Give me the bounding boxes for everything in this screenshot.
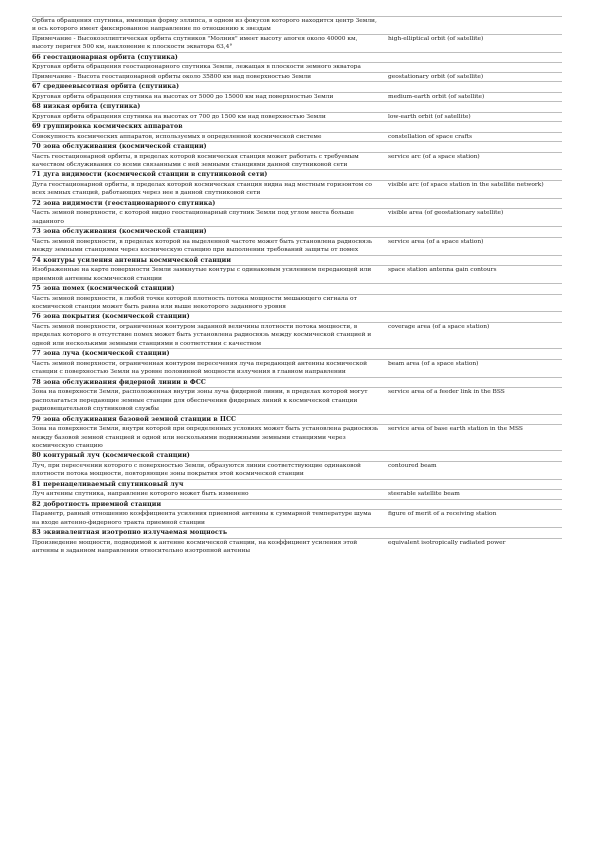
term-heading: 71 дуга видимости (космической станции в спутниковой сети): [32, 169, 562, 180]
definition-text: Часть геостационарной орбиты, в пределах которой космическая станция может работать с требуемым качеством обслуживания со всеми связанными с ней земными станциями данной спутниковой сети: [32, 153, 359, 169]
term-heading: 72 зона видимости (геостационарного спутника): [32, 198, 562, 209]
definition-row: [32, 265, 562, 283]
english-term: contoured beam: [388, 462, 437, 469]
english-term: [388, 63, 562, 71]
definition-row: [32, 132, 562, 141]
definition-row: [32, 72, 562, 81]
english-term: service area of base earth station in the MSS: [388, 426, 523, 433]
definition-text: Параметр, равный отношению коэффициента усиления приемной антенны к суммарной температуре шума на входе антенно-фидерного тракта приемной станции: [32, 511, 372, 526]
english-term: equivalent isotropically radiated power: [388, 539, 506, 546]
term-heading: 68 низкая орбита (спутника): [32, 101, 562, 112]
definition-row: [32, 208, 562, 226]
definition-text: Произведение мощности, подводимой к антенне космической станции, на коэффициент усиления этой антенны в заданном направлении относительно изотропной антенны: [32, 539, 358, 555]
definition-text: Круговая орбита обращения спутника на высотах от 5000 до 15000 км над поверхностью Земли: [32, 93, 334, 100]
definition-text: Зона на поверхности Земли, внутри которой при определенных условиях может быть установлена радиосвязь между базовой земной станцией и одной или несколькими подвижными земными станциями через космическую станцию: [32, 426, 379, 449]
definition-row: [32, 237, 562, 255]
definition-text: Совокупность космических аппаратов, используемых в определенной космической системе: [32, 133, 322, 140]
definition-row: [32, 294, 562, 312]
definition-row: [32, 180, 562, 198]
english-term: geostationary orbit (of satellite): [388, 73, 484, 80]
definition-row: [32, 387, 562, 413]
definition-text: Часть земной поверхности, ограниченная контуром заданной величины плотности потока мощности, в пределах которого в отсутствие помех может быть установлена радиосвязь между космической станцией и одной или несколькими земными станциями в соответствии с качеством: [32, 324, 372, 347]
term-heading: 82 добротность приемной станции: [32, 499, 562, 510]
definition-row: [32, 461, 562, 479]
definition-text: Часть земной поверхности, ограниченная контуром пересечения луча передающей антенны космической станции с поверхностью Земли на уровне половинной мощности излучения в главном направлении: [32, 360, 368, 376]
english-term: coverage area (of a space station): [388, 324, 490, 331]
term-heading: 74 контуры усиления антенны космической станции: [32, 255, 562, 266]
term-heading: 73 зона обслуживания (космической станции): [32, 226, 562, 237]
term-heading: 81 перенацеливаемый спутниковый луч: [32, 479, 562, 490]
english-term: space station antenna gain contours: [388, 267, 497, 274]
term-heading: 83 эквивалентная изотропно излучаемая мощность: [32, 527, 562, 538]
glossary-document: [32, 16, 562, 556]
term-heading: 77 зона луча (космической станции): [32, 348, 562, 359]
term-heading: 66 геостационарная орбита (спутника): [32, 52, 562, 63]
definition-text: Часть земной поверхности, в любой точке которой плотность потока мощности мешающего сигнала от космической станции может быть равна или выше некоторого заданного уровня: [32, 295, 357, 311]
definition-row: [32, 152, 562, 170]
definition-text: Часть земной поверхности, в пределах которой на выделенной частоте может быть установлена радиосвязь между земными станциями через космическую станцию при выполнении требований защиты от помех: [32, 238, 373, 254]
english-term: medium-earth orbit (of satellite): [388, 93, 485, 100]
definition-text: Орбита обращения спутника, имеющая форму эллипса, в одном из фокусов которого находится центр Земли, и ось которого имеет фиксированное направление по отношению к звездам: [32, 18, 377, 33]
definition-row: [32, 92, 562, 101]
definition-row: [32, 322, 562, 348]
english-term: constellation of space crafts: [388, 133, 473, 140]
term-heading: 80 контурный луч (космической станции): [32, 450, 562, 461]
english-term: beam area (of a space station): [388, 360, 479, 367]
english-term: low-earth orbit (of satellite): [388, 113, 471, 120]
definition-row: [32, 489, 562, 498]
definition-row: [32, 359, 562, 377]
definition-text: Изображенные на карте поверхности Земли замкнутые контуры с одинаковым усилением передающей или приемной антенны космической станции: [32, 267, 372, 282]
term-heading: 69 группировка космических аппаратов: [32, 121, 562, 132]
definition-text: Круговая орбита обращения спутника на высотах от 700 до 1500 км над поверхностью Земли: [32, 113, 326, 120]
definition-text: Примечание - Высота геостационарной орбиты около 35800 км над поверхностью Земли: [32, 73, 312, 80]
definition-row: [32, 34, 562, 52]
definition-text: Луч, при пересечении которого с поверхностью Земли, образуются линии соответствующие одинаковой плотности потока мощности, повторяющие зоны покрытия этой космической станции: [32, 462, 361, 478]
definition-text: Зона на поверхности Земли, расположенная внутри зоны луча фидерной линии, в пределах которой могут располагаться передающие земные станции для обеспечения фидерных линий к космической станции радиовещательной спутниковой службы: [32, 389, 368, 413]
definition-text: Луч антенны спутника, направление которого может быть изменено: [32, 491, 249, 498]
english-term: visible arc (of space station in the satellite network): [388, 182, 544, 189]
english-term: service area (of a space station): [388, 238, 484, 245]
definition-text: Часть земной поверхности, с которой видно геостационарный спутник Земли под углом места больше заданного: [32, 210, 354, 225]
term-heading: 75 зона помех (космической станции): [32, 283, 562, 294]
definition-row: [32, 424, 562, 450]
term-heading: 76 зона покрытия (космической станции): [32, 311, 562, 322]
english-term: figure of merit of a receiving station: [388, 511, 497, 518]
definition-text: Круговая орбита обращения геостационарного спутника Земли, лежащая в плоскости земного экватора: [32, 64, 361, 71]
english-term: service area of a feeder link in the BSS: [388, 389, 505, 396]
english-term: steerable satellite beam: [388, 491, 460, 498]
definition-row: [32, 62, 562, 71]
definition-row: [32, 509, 562, 527]
english-term: high-elliptical orbit (of satellite): [388, 35, 484, 42]
english-term: visible area (of geostationary satellite): [388, 210, 504, 217]
term-heading: 67 среднеевысотная орбита (спутника): [32, 81, 562, 92]
english-term: [388, 17, 562, 34]
term-heading: 79 зона обслуживания базовой земной станции в ПСС: [32, 414, 562, 425]
term-heading: 78 зона обслуживания фидерной линии в ФСС: [32, 377, 562, 388]
definition-row: [32, 16, 562, 34]
definition-row: [32, 538, 562, 556]
term-heading: 70 зона обслуживания (космической станции): [32, 141, 562, 152]
english-term: [388, 295, 562, 312]
english-term: service arc (of a space station): [388, 153, 480, 160]
definition-text: Примечание - Высокоэллиптическая орбита спутников "Молния" имеет высоту апогея около 40000 км, высоту перигея 500 км, наклонение к плоскости экватора 63,4°: [32, 35, 358, 51]
definition-text: Дуга геостационарной орбиты, в пределах которой космическая станция видна над местным горизонтом со всех земных станций, работающих через нее в данной спутниковой сети: [32, 182, 372, 197]
definition-row: [32, 112, 562, 121]
